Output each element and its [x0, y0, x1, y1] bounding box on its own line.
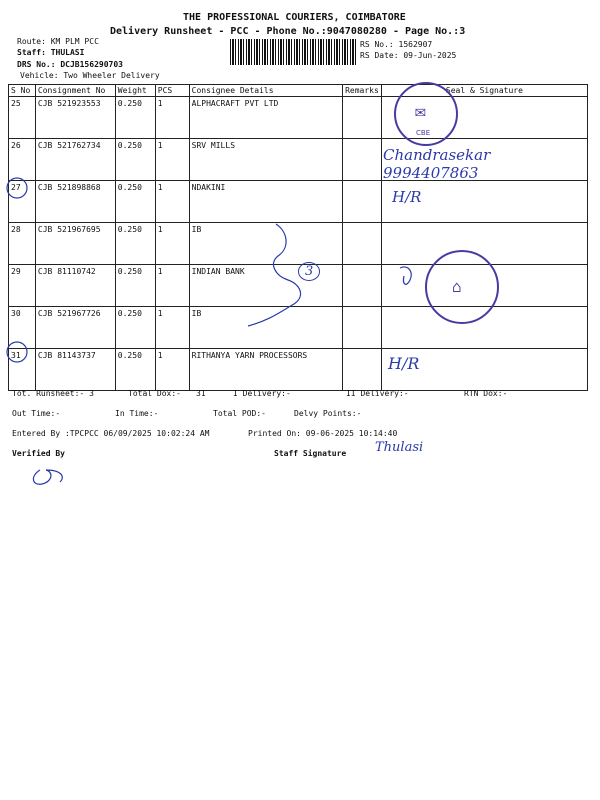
table-row — [9, 223, 588, 265]
cell-weight: 0.250 — [115, 139, 155, 181]
column-header: Weight — [115, 85, 155, 97]
cell-consignment: CJB 521898868 — [35, 181, 115, 223]
tot-runsheet: Tot. Runsheet:- 3 — [12, 389, 94, 398]
total-dox-value: 31 — [196, 389, 206, 398]
drs-number: DRS No.: DCJB156290703 — [17, 60, 123, 69]
in-time: In Time:- — [115, 409, 159, 418]
cell-consignment: CJB 81110742 — [35, 265, 115, 307]
cell-sno: 27 — [9, 181, 36, 223]
cell-pcs: 1 — [155, 139, 189, 181]
cell-consignee: ALPHACRAFT PVT LTD — [189, 97, 342, 139]
cell-consignment: CJB 521967726 — [35, 307, 115, 349]
staff-handwritten-signature: Thulasi — [375, 440, 424, 455]
staff-signature-label: Staff Signature — [274, 449, 347, 458]
cell-remarks — [343, 139, 382, 181]
cell-pcs: 1 — [155, 307, 189, 349]
cell-sno: 26 — [9, 139, 36, 181]
column-header: S No — [9, 85, 36, 97]
handwritten-hir: H/R — [388, 354, 420, 373]
cell-remarks — [343, 223, 382, 265]
cell-consignment: CJB 521923553 — [35, 97, 115, 139]
entered-by: Entered By :TPCPCC 06/09/2025 10:02:24 AM — [12, 429, 210, 438]
table-row — [9, 97, 588, 139]
staff-label: Staff: THULASI — [17, 48, 85, 57]
verified-by: Verified By — [12, 449, 65, 458]
cell-consignee: IB — [189, 307, 342, 349]
cell-remarks — [343, 307, 382, 349]
cell-weight: 0.250 — [115, 97, 155, 139]
cell-pcs: 1 — [155, 223, 189, 265]
company-seal-stamp: ✉ CBE — [394, 82, 458, 146]
cell-pcs: 1 — [155, 181, 189, 223]
total-dox-label: Total Dox:- — [128, 389, 181, 398]
cell-remarks — [343, 181, 382, 223]
cell-consignee: IB — [189, 223, 342, 265]
cell-consignment: CJB 521967695 — [35, 223, 115, 265]
column-header: Consignment No — [35, 85, 115, 97]
cell-consignee: NDAKINI — [189, 181, 342, 223]
cell-consignee: RITHANYA YARN PROCESSORS — [189, 349, 342, 391]
printed-on: Printed On: 09-06-2025 10:14:40 — [248, 429, 398, 438]
column-header: Remarks — [343, 85, 382, 97]
runsheet-title: Delivery Runsheet - PCC - Phone No.:9047080280 - Page No.:3 — [110, 26, 466, 37]
column-header: Seal & Signature — [381, 85, 587, 97]
cell-sno: 31 — [9, 349, 36, 391]
column-header: Consignee Details — [189, 85, 342, 97]
cell-sno: 28 — [9, 223, 36, 265]
out-time: Out Time:- — [12, 409, 61, 418]
table-row — [9, 139, 588, 181]
cell-weight: 0.250 — [115, 223, 155, 265]
cell-consignment: CJB 521762734 — [35, 139, 115, 181]
cell-sno: 25 — [9, 97, 36, 139]
total-pod: Total POD:- — [213, 409, 266, 418]
cell-consignment: CJB 81143737 — [35, 349, 115, 391]
table-row — [9, 307, 588, 349]
column-header: PCS — [155, 85, 189, 97]
handwritten-signature: Chandrasekar — [383, 146, 491, 164]
table-row — [9, 349, 588, 391]
table-row — [9, 181, 588, 223]
handwritten-hir: H/R — [392, 188, 422, 206]
cell-consignee: SRV MILLS — [189, 139, 342, 181]
cell-weight: 0.250 — [115, 307, 155, 349]
company-title: THE PROFESSIONAL COURIERS, COIMBATORE — [183, 12, 406, 23]
rtn-dox: RTN Dox:- — [464, 389, 508, 398]
cell-weight: 0.250 — [115, 181, 155, 223]
cell-sno: 29 — [9, 265, 36, 307]
runsheet-table — [8, 84, 588, 391]
cell-remarks — [343, 97, 382, 139]
ii-delivery: II Delivery:- — [346, 389, 409, 398]
route-label: Route: KM PLM PCC — [17, 37, 99, 46]
cell-consignee: INDIAN BANK — [189, 265, 342, 307]
cell-pcs: 1 — [155, 97, 189, 139]
rs-date: RS Date: 09-Jun-2025 — [360, 51, 457, 60]
i-delivery: I Delivery:- — [233, 389, 291, 398]
table-header-row — [9, 85, 588, 97]
handwritten-phone: 9994407863 — [383, 164, 479, 182]
cell-sno: 30 — [9, 307, 36, 349]
vehicle-label: Vehicle: Two Wheeler Delivery — [20, 71, 160, 80]
delvy-points: Delvy Points:- — [294, 409, 362, 418]
cell-remarks — [343, 265, 382, 307]
barcode — [230, 39, 356, 65]
rs-number: RS No.: 1562907 — [360, 40, 433, 49]
bank-seal-stamp: ⌂ — [425, 250, 499, 324]
cell-weight: 0.250 — [115, 265, 155, 307]
cell-weight: 0.250 — [115, 349, 155, 391]
cell-pcs: 1 — [155, 265, 189, 307]
cell-remarks — [343, 349, 382, 391]
cell-pcs: 1 — [155, 349, 189, 391]
handwritten-annotation: 3 — [298, 262, 320, 281]
